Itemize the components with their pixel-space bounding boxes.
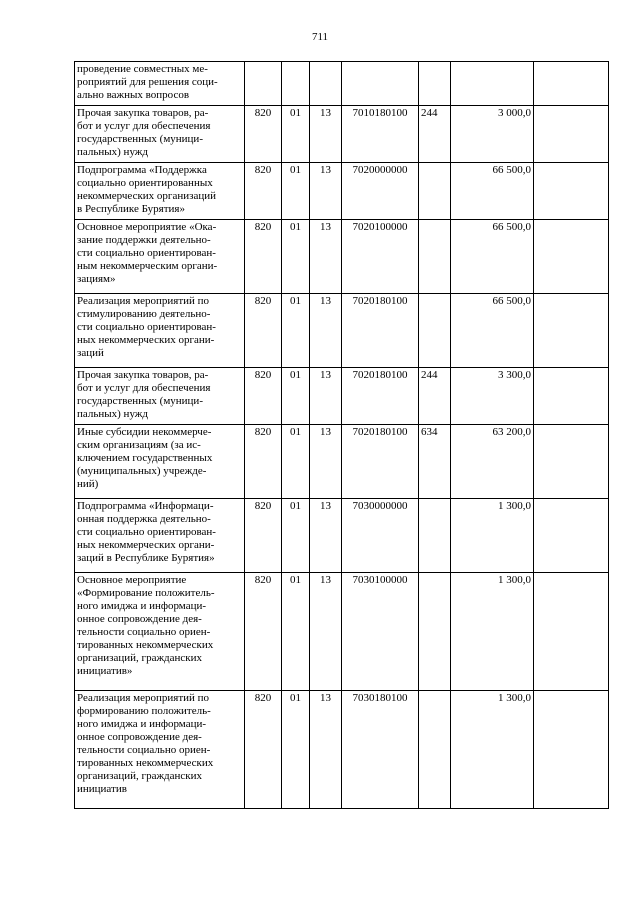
section-code-cell: 01 xyxy=(282,573,310,691)
extra-cell xyxy=(534,163,609,220)
extra-cell xyxy=(534,368,609,425)
target-article-cell: 7020100000 xyxy=(342,220,419,294)
expense-type-cell xyxy=(419,573,451,691)
section-code-cell: 01 xyxy=(282,368,310,425)
table-row xyxy=(75,220,609,294)
amount-cell: 1 300,0 xyxy=(451,573,534,691)
target-article-cell: 7030100000 xyxy=(342,573,419,691)
extra-cell xyxy=(534,294,609,368)
section-code-cell: 01 xyxy=(282,499,310,573)
section-code-cell xyxy=(282,62,310,106)
expense-type-cell: 244 xyxy=(419,106,451,163)
section-code-cell: 01 xyxy=(282,220,310,294)
amount-cell: 1 300,0 xyxy=(451,499,534,573)
expense-name-cell: проведение совместных ме- роприятий для решения соци- ально важных вопросов xyxy=(75,62,245,106)
expense-name-cell: Иные субсидии некоммерче- ским организациям (за ис- ключением государственных (муниципальных) учрежде- ний) xyxy=(75,425,245,499)
extra-cell xyxy=(534,499,609,573)
section-code-cell: 01 xyxy=(282,294,310,368)
expense-type-cell xyxy=(419,294,451,368)
subsection-code-cell: 13 xyxy=(310,220,342,294)
target-article-cell xyxy=(342,62,419,106)
expense-name-cell: Прочая закупка товаров, ра- бот и услуг для обеспечения государственных (муници- пальных) нужд xyxy=(75,368,245,425)
ministry-code-cell: 820 xyxy=(245,163,282,220)
subsection-code-cell: 13 xyxy=(310,499,342,573)
subsection-code-cell: 13 xyxy=(310,163,342,220)
extra-cell xyxy=(534,220,609,294)
amount-cell: 66 500,0 xyxy=(451,220,534,294)
expense-type-cell xyxy=(419,163,451,220)
ministry-code-cell: 820 xyxy=(245,368,282,425)
subsection-code-cell: 13 xyxy=(310,425,342,499)
ministry-code-cell xyxy=(245,62,282,106)
target-article-cell: 7020180100 xyxy=(342,294,419,368)
expense-type-cell xyxy=(419,220,451,294)
amount-cell: 63 200,0 xyxy=(451,425,534,499)
expense-name-cell: Подпрограмма «Поддержка социально ориентированных некоммерческих организаций в Республике Бурятия» xyxy=(75,163,245,220)
table-row xyxy=(75,294,609,368)
ministry-code-cell: 820 xyxy=(245,691,282,809)
table-row xyxy=(75,499,609,573)
amount-cell: 66 500,0 xyxy=(451,294,534,368)
section-code-cell: 01 xyxy=(282,691,310,809)
target-article-cell: 7010180100 xyxy=(342,106,419,163)
budget-table xyxy=(74,61,609,809)
subsection-code-cell xyxy=(310,62,342,106)
page-number: 711 xyxy=(311,31,329,43)
extra-cell xyxy=(534,691,609,809)
extra-cell xyxy=(534,106,609,163)
table-row xyxy=(75,163,609,220)
table-row xyxy=(75,368,609,425)
amount-cell: 1 300,0 xyxy=(451,691,534,809)
subsection-code-cell: 13 xyxy=(310,573,342,691)
expense-type-cell: 634 xyxy=(419,425,451,499)
subsection-code-cell: 13 xyxy=(310,106,342,163)
extra-cell xyxy=(534,573,609,691)
expense-type-cell xyxy=(419,691,451,809)
ministry-code-cell: 820 xyxy=(245,220,282,294)
target-article-cell: 7020180100 xyxy=(342,425,419,499)
section-code-cell: 01 xyxy=(282,425,310,499)
subsection-code-cell: 13 xyxy=(310,294,342,368)
table-row xyxy=(75,691,609,809)
subsection-code-cell: 13 xyxy=(310,691,342,809)
ministry-code-cell: 820 xyxy=(245,294,282,368)
table-row xyxy=(75,425,609,499)
expense-name-cell: Основное мероприятие «Ока- зание поддержки деятельно- сти социально ориентирован- ным некоммерческим органи- зациям» xyxy=(75,220,245,294)
table-row xyxy=(75,106,609,163)
table-row xyxy=(75,573,609,691)
expense-type-cell xyxy=(419,499,451,573)
amount-cell: 3 000,0 xyxy=(451,106,534,163)
expense-name-cell: Реализация мероприятий по стимулированию деятельно- сти социально ориентирован- ных некоммерческих органи- заций xyxy=(75,294,245,368)
ministry-code-cell: 820 xyxy=(245,573,282,691)
ministry-code-cell: 820 xyxy=(245,106,282,163)
expense-name-cell: Подпрограмма «Информаци- онная поддержка деятельно- сти социально ориентирован- ных некоммерческих органи- заций в Республике Бурятия» xyxy=(75,499,245,573)
target-article-cell: 7030180100 xyxy=(342,691,419,809)
ministry-code-cell: 820 xyxy=(245,425,282,499)
expense-name-cell: Прочая закупка товаров, ра- бот и услуг для обеспечения государственных (муници- пальных) нужд xyxy=(75,106,245,163)
ministry-code-cell: 820 xyxy=(245,499,282,573)
expense-name-cell: Реализация мероприятий по формированию положитель- ного имиджа и информаци- онное сопровождение дея- тельности социально ориен- тированных некоммерческих организаций, гражданских инициатив xyxy=(75,691,245,809)
amount-cell xyxy=(451,62,534,106)
target-article-cell: 7030000000 xyxy=(342,499,419,573)
extra-cell xyxy=(534,425,609,499)
target-article-cell: 7020000000 xyxy=(342,163,419,220)
expense-type-cell xyxy=(419,62,451,106)
extra-cell xyxy=(534,62,609,106)
section-code-cell: 01 xyxy=(282,163,310,220)
subsection-code-cell: 13 xyxy=(310,368,342,425)
amount-cell: 3 300,0 xyxy=(451,368,534,425)
section-code-cell: 01 xyxy=(282,106,310,163)
table-row xyxy=(75,62,609,106)
amount-cell: 66 500,0 xyxy=(451,163,534,220)
target-article-cell: 7020180100 xyxy=(342,368,419,425)
expense-type-cell: 244 xyxy=(419,368,451,425)
expense-name-cell: Основное мероприятие «Формирование положитель- ного имиджа и информаци- онное сопровождение дея- тельности социально ориен- тированных некоммерческих организаций, гражданских инициатив» xyxy=(75,573,245,691)
